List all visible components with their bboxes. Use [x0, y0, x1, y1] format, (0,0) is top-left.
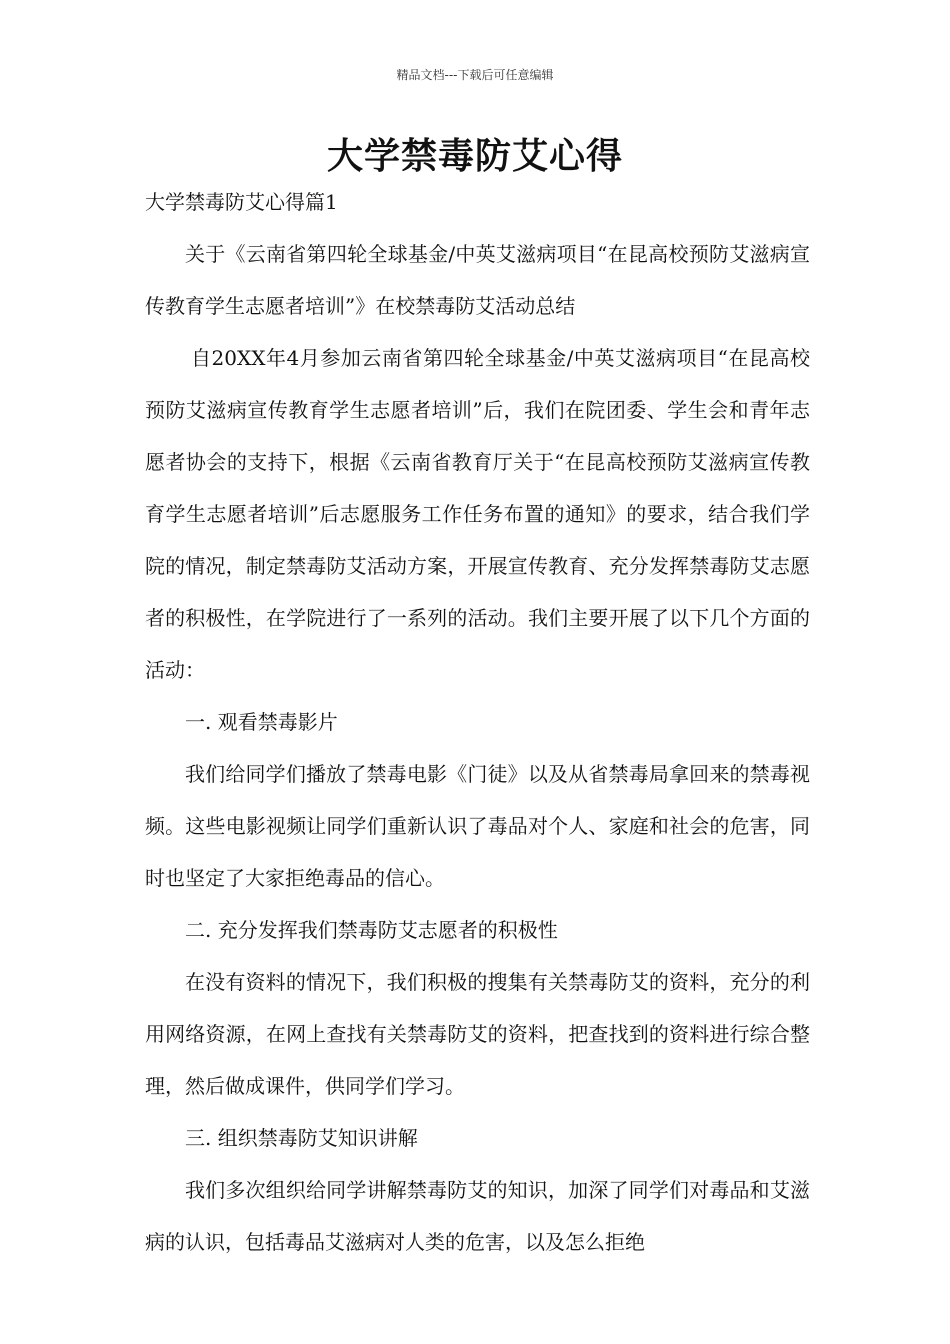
- paragraph-4: 在没有资料的情况下，我们积极的搜集有关禁毒防艾的资料，充分的利用网络资源，在网上查找有关禁毒防艾的资料，把查找到的资料进行综合整理，然后做成课件，供同学们学习。: [145, 970, 810, 1098]
- header-note: 精品文档---下载后可任意编辑: [396, 68, 554, 82]
- page-title: 大学禁毒防艾心得: [326, 136, 623, 177]
- section-subtitle: 大学禁毒防艾心得篇1: [145, 190, 338, 214]
- paragraph-3: 我们给同学们播放了禁毒电影《门徒》以及从省禁毒局拿回来的禁毒视频。这些电影视频让同学们重新认识了毒品对个人、家庭和社会的危害，同时也坚定了大家拒绝毒品的信心。: [145, 762, 810, 890]
- document-body: [145, 228, 810, 1268]
- section-heading-1: 一. 观看禁毒影片: [185, 710, 338, 734]
- paragraph-5: 我们多次组织给同学讲解禁毒防艾的知识，加深了同学们对毒品和艾滋病的认识，包括毒品艾滋病对人类的危害，以及怎么拒绝: [145, 1178, 810, 1254]
- paragraph-1: 关于《云南省第四轮全球基金/中英艾滋病项目“在昆高校预防艾滋病宣传教育学生志愿者培训”》在校禁毒防艾活动总结: [145, 242, 810, 318]
- section-heading-3: 三. 组织禁毒防艾知识讲解: [185, 1126, 418, 1150]
- section-heading-2: 二. 充分发挥我们禁毒防艾志愿者的积极性: [185, 918, 558, 942]
- paragraph-2: 自20XX年4月参加云南省第四轮全球基金/中英艾滋病项目“在昆高校预防艾滋病宣传教育学生志愿者培训”后，我们在院团委、学生会和青年志愿者协会的支持下，根据《云南省教育厅关于“在昆高校预防艾滋病宣传教育学生志愿者培训”后志愿服务工作任务布置的通知》的要求，结合我们学院的情况，制定禁毒防艾活动方案，开展宣传教育、充分发挥禁毒防艾志愿者的积极性，在学院进行了一系列的活动。我们主要开展了以下几个方面的活动：: [145, 346, 810, 682]
